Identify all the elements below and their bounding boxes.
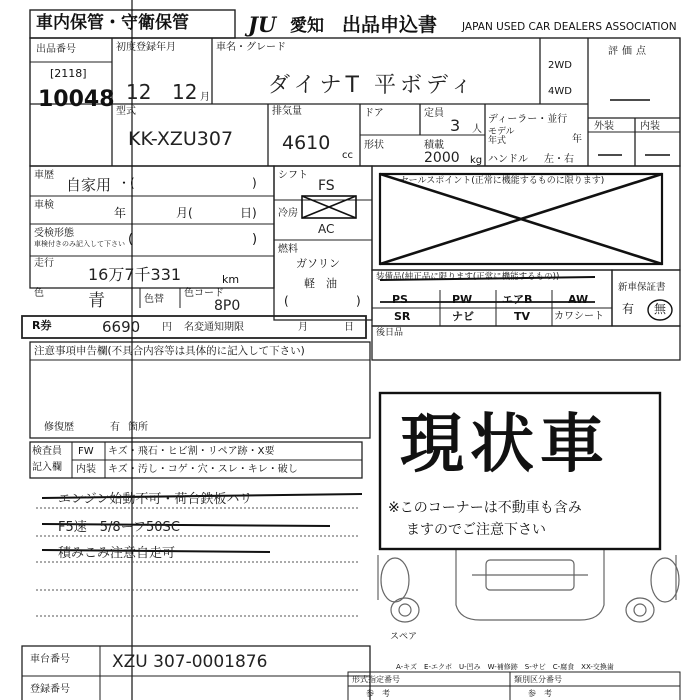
model-year-label-2: 年式: [488, 136, 507, 146]
form-no-label: 形式指定番号: [352, 675, 400, 684]
handle-label: ハンドル: [488, 154, 528, 165]
lot-number: 10048: [38, 87, 115, 112]
equip-ps: PS: [392, 293, 408, 306]
doors-label: ドア: [364, 108, 384, 119]
shape-label: 形状: [364, 140, 384, 151]
chassis-value: XZU 307-0001876: [112, 652, 268, 672]
interior-value: [650, 142, 664, 153]
fuel-gasoline: ガソリン: [296, 257, 340, 270]
inspector-fw-items: キズ・飛石・ヒビ割・リペア跡・X要: [108, 446, 275, 457]
fuel-light-oil: 軽 油: [304, 277, 337, 290]
rating-label: 評価点: [608, 46, 650, 57]
ribbon-title: 車内保管・守衛保管: [36, 13, 189, 33]
repair-label: 修復歴: [44, 422, 74, 433]
acceptance-close: ): [252, 232, 258, 247]
inspector-label-1: 検査員: [32, 446, 62, 457]
capacity-label: 定員: [424, 108, 444, 119]
dealer-label: ディーラー・並行: [488, 114, 568, 125]
handwritten-note-1: エンジン始動不可・荷台鉄板ハリ: [58, 492, 253, 507]
equip-leather-seat: カワシート: [554, 311, 604, 322]
notes-label: 注意事項申告欄(不具合内容等は具体的に記入して下さい): [34, 345, 305, 357]
form-title: 出品申込書: [342, 14, 438, 36]
equip-pw: PW: [452, 293, 473, 306]
interior-label: 内装: [640, 121, 660, 132]
tax-day-unit: 日: [344, 322, 354, 333]
handle-options: 左・右: [544, 154, 574, 165]
history-close: ): [252, 176, 257, 190]
ju-logo: JU: [248, 12, 277, 37]
org-name: 愛知: [290, 16, 324, 36]
rating-value: [622, 84, 636, 95]
load-label: 積載: [424, 140, 444, 151]
history-label: 車歴: [34, 170, 54, 181]
vehicle-name-value: ダイナT 平ボディ: [268, 73, 477, 98]
ac-label: 冷房: [278, 208, 298, 219]
lot-sub-number: [2118]: [50, 67, 87, 80]
history-suffix: ・(: [118, 176, 135, 190]
form-ref-label: 参 考: [366, 689, 390, 698]
load-unit: kg: [470, 155, 483, 166]
drive-2wd: 2WD: [548, 60, 572, 71]
spare-label: スペア: [390, 632, 418, 642]
warranty-yes: 有: [622, 302, 635, 316]
color-change-label: 色替: [144, 294, 164, 305]
class-ref-label: 参 考: [528, 689, 552, 698]
first-reg-label: 初度登録年月: [116, 42, 176, 53]
color-label: 色: [34, 288, 44, 299]
tax-month-unit: 月: [298, 322, 308, 333]
model-year-label: モデル: [488, 127, 515, 137]
shift-value: FS: [318, 178, 335, 194]
first-reg-month-unit: 月: [200, 92, 210, 103]
handwritten-note-2: F5速 5/8ーフ50SC: [58, 520, 180, 535]
sales-point-label: セールスポイント(正常に機能するものに限ります): [400, 176, 605, 186]
rear-seat-label: 後日品: [376, 328, 404, 338]
association-name: JAPAN USED CAR DEALERS ASSOCIATION: [462, 21, 677, 33]
drive-4wd: 4WD: [548, 86, 572, 97]
warranty-label: 新車保証書: [618, 282, 666, 293]
inspection-year-unit: 年: [114, 206, 127, 220]
displacement-label: 排気量: [272, 106, 302, 117]
vehicle-name-label: 車名・グレード: [216, 42, 286, 53]
acceptance-label: 受検形態: [34, 228, 74, 239]
inspector-label-2: 記入欄: [32, 462, 62, 473]
color-code-value: 8P0: [214, 298, 241, 314]
fuel-open: (: [284, 294, 289, 308]
color-value: 青: [88, 291, 105, 311]
inspector-fw: FW: [78, 446, 94, 457]
inspection-month-unit: 月(: [176, 206, 193, 220]
model-year-unit: 年: [572, 134, 582, 145]
first-reg-month: 12: [172, 80, 198, 104]
equip-tv: TV: [514, 310, 531, 323]
history-value: 自家用: [66, 176, 112, 194]
warranty-no: 無: [654, 302, 667, 316]
load-value: 2000: [424, 150, 460, 166]
reg-no-label: 登録番号: [30, 684, 70, 695]
equip-sr: SR: [394, 310, 411, 323]
inspector-in-items: キズ・汚し・コゲ・穴・スレ・キレ・破し: [108, 464, 298, 475]
inspection-day-unit: 日): [240, 206, 257, 220]
equip-navi: ナビ: [452, 310, 474, 323]
recycle-unit: 円: [162, 322, 172, 333]
stamp-note-2: ますのでご注意下さい: [406, 522, 546, 538]
chassis-label: 車台番号: [30, 654, 70, 665]
handwritten-note-3: 積みこみ注意自走可: [58, 546, 176, 561]
equip-aw: AW: [568, 293, 589, 306]
damage-legend: A-キズ E-エクボ U-凹み W-補修跡 S-サビ C-腐食 XX-交換歯: [396, 663, 614, 671]
recycle-label: R券: [32, 319, 52, 332]
repair-yes: 有: [110, 422, 120, 433]
fuel-close: ): [356, 294, 361, 308]
class-no-label: 類別区分番号: [514, 675, 562, 684]
exterior-value: [604, 142, 618, 153]
model-value: KK-XZU307: [128, 128, 234, 150]
inspection-label: 車検: [34, 200, 54, 211]
mileage-label: 走行: [34, 258, 54, 269]
acceptance-open: (: [128, 232, 134, 247]
repair-spots: 箇所: [128, 422, 148, 433]
displacement-unit: cc: [342, 150, 353, 161]
mileage-value: 16万7千331: [88, 265, 182, 284]
equip-airbag: エアB: [502, 293, 533, 306]
first-reg-year: 12: [126, 80, 152, 104]
tax-label: 名変通知期限: [184, 322, 244, 333]
inspector-in: 内装: [76, 464, 96, 475]
stamp-note-1: ※このコーナーは不動車も含み: [388, 500, 582, 516]
lot-label: 出品番号: [36, 44, 76, 55]
exterior-label: 外装: [594, 121, 614, 132]
color-code-label: 色コード: [184, 288, 224, 299]
equipment-label: 装備品(純正品に限ります(正常に機能するもの)): [376, 272, 560, 282]
acceptance-note: 車検付きのみ記入して下さい: [34, 240, 125, 248]
stamp-title: 現状車: [400, 408, 610, 482]
ac-value: AC: [318, 222, 335, 236]
capacity-value: 3: [450, 116, 461, 135]
model-label: 型式: [116, 106, 136, 117]
recycle-value: 6690: [102, 318, 141, 336]
fuel-label: 燃料: [278, 244, 298, 255]
mileage-unit: km: [222, 273, 240, 286]
capacity-unit: 人: [472, 124, 482, 135]
shift-label: シフト: [278, 170, 308, 181]
displacement-value: 4610: [282, 132, 331, 154]
